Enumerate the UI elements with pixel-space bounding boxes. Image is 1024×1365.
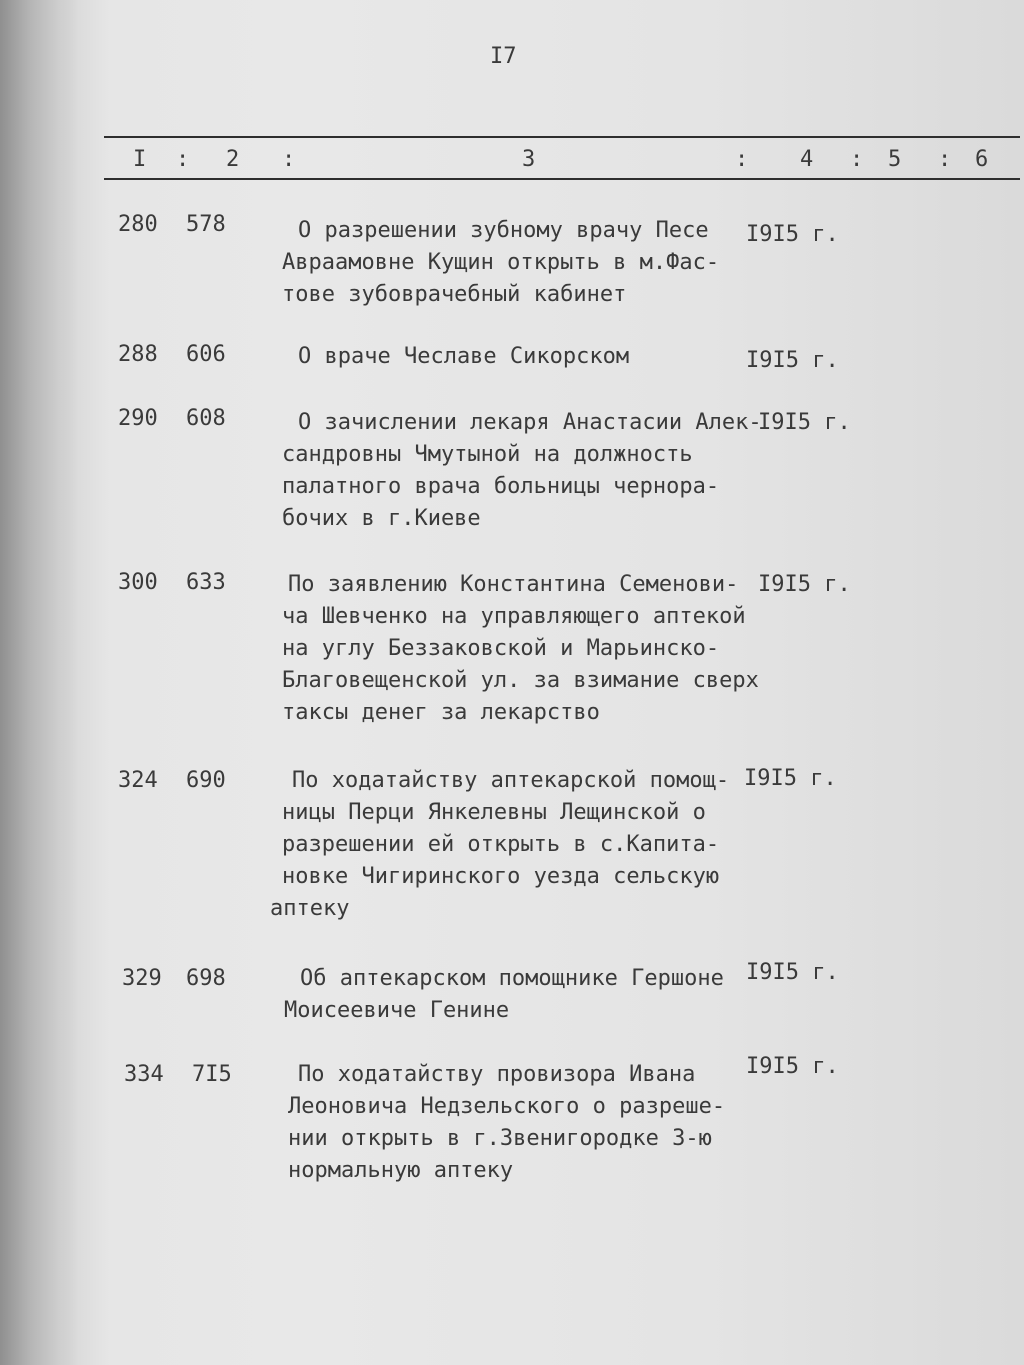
file-number: 7I5 [192, 1062, 232, 1087]
column-separator: : [850, 147, 864, 172]
description-line: на углу Беззаковской и Марьинско- [282, 636, 720, 661]
page-binding-shadow [0, 0, 78, 1365]
description-line: По ходатайству провизора Ивана [298, 1062, 696, 1087]
description-line: таксы денег за лекарство [282, 700, 600, 725]
row-year: I9I5 г. [744, 766, 837, 791]
column-header-3: 3 [522, 147, 536, 172]
column-header-1: I [133, 147, 147, 172]
description-line: О враче Чеславе Сикорском [298, 344, 630, 369]
file-number: 578 [186, 212, 226, 237]
row-year: I9I5 г. [758, 572, 851, 597]
description-line: бочих в г.Киеве [282, 506, 481, 531]
description-line: ча Шевченко на управляющего аптекой [282, 604, 746, 629]
description-line: тове зубоврачебный кабинет [282, 282, 627, 307]
file-number: 606 [186, 342, 226, 367]
row-year: I9I5 г. [746, 1054, 839, 1079]
file-number: 698 [186, 966, 226, 991]
row-year: I9I5 г. [746, 348, 839, 373]
header-rule-bottom [104, 178, 1020, 180]
row-number: 288 [118, 342, 158, 367]
description-line: аптеку [270, 896, 350, 921]
column-separator: : [176, 147, 190, 172]
row-year: I9I5 г. [746, 222, 839, 247]
row-year: I9I5 г. [758, 410, 851, 435]
description-line: ницы Перци Янкелевны Лещинской о [282, 800, 706, 825]
description-line: палатного врача больницы чернора- [282, 474, 720, 499]
row-number: 334 [124, 1062, 164, 1087]
row-year: I9I5 г. [746, 960, 839, 985]
column-separator: : [282, 147, 296, 172]
column-header-4: 4 [800, 147, 814, 172]
file-number: 633 [186, 570, 226, 595]
description-line: Об аптекарском помощнике Гершоне [300, 966, 724, 991]
description-line: О разрешении зубному врачу Песе [298, 218, 709, 243]
column-header-6: 6 [975, 147, 989, 172]
description-line: Леоновича Недзельского о разреше- [288, 1094, 726, 1119]
column-header-2: 2 [226, 147, 240, 172]
row-number: 280 [118, 212, 158, 237]
row-number: 329 [122, 966, 162, 991]
row-number: 290 [118, 406, 158, 431]
description-line: Авраамовне Кущин открыть в м.Фас- [282, 250, 720, 275]
page-number: I7 [490, 44, 517, 69]
column-header-5: 5 [888, 147, 902, 172]
description-line: сандровны Чмутыной на должность [282, 442, 693, 467]
description-line: разрешении ей открыть в с.Капита- [282, 832, 720, 857]
description-line: О зачислении лекаря Анастасии Алек- [298, 410, 762, 435]
description-line: По ходатайству аптекарской помощ- [292, 768, 730, 793]
description-line: новке Чигиринского уезда сельскую [282, 864, 720, 889]
column-separator: : [735, 147, 749, 172]
description-line: По заявлению Константина Семенови- [288, 572, 739, 597]
file-number: 690 [186, 768, 226, 793]
row-number: 324 [118, 768, 158, 793]
column-separator: : [938, 147, 952, 172]
description-line: нормальную аптеку [288, 1158, 514, 1183]
description-line: Благовещенской ул. за взимание сверх [282, 668, 759, 693]
description-line: нии открыть в г.Звенигородке 3-ю [288, 1126, 712, 1151]
file-number: 608 [186, 406, 226, 431]
description-line: Моисеевиче Генине [284, 998, 510, 1023]
row-number: 300 [118, 570, 158, 595]
header-rule-top [104, 136, 1020, 138]
